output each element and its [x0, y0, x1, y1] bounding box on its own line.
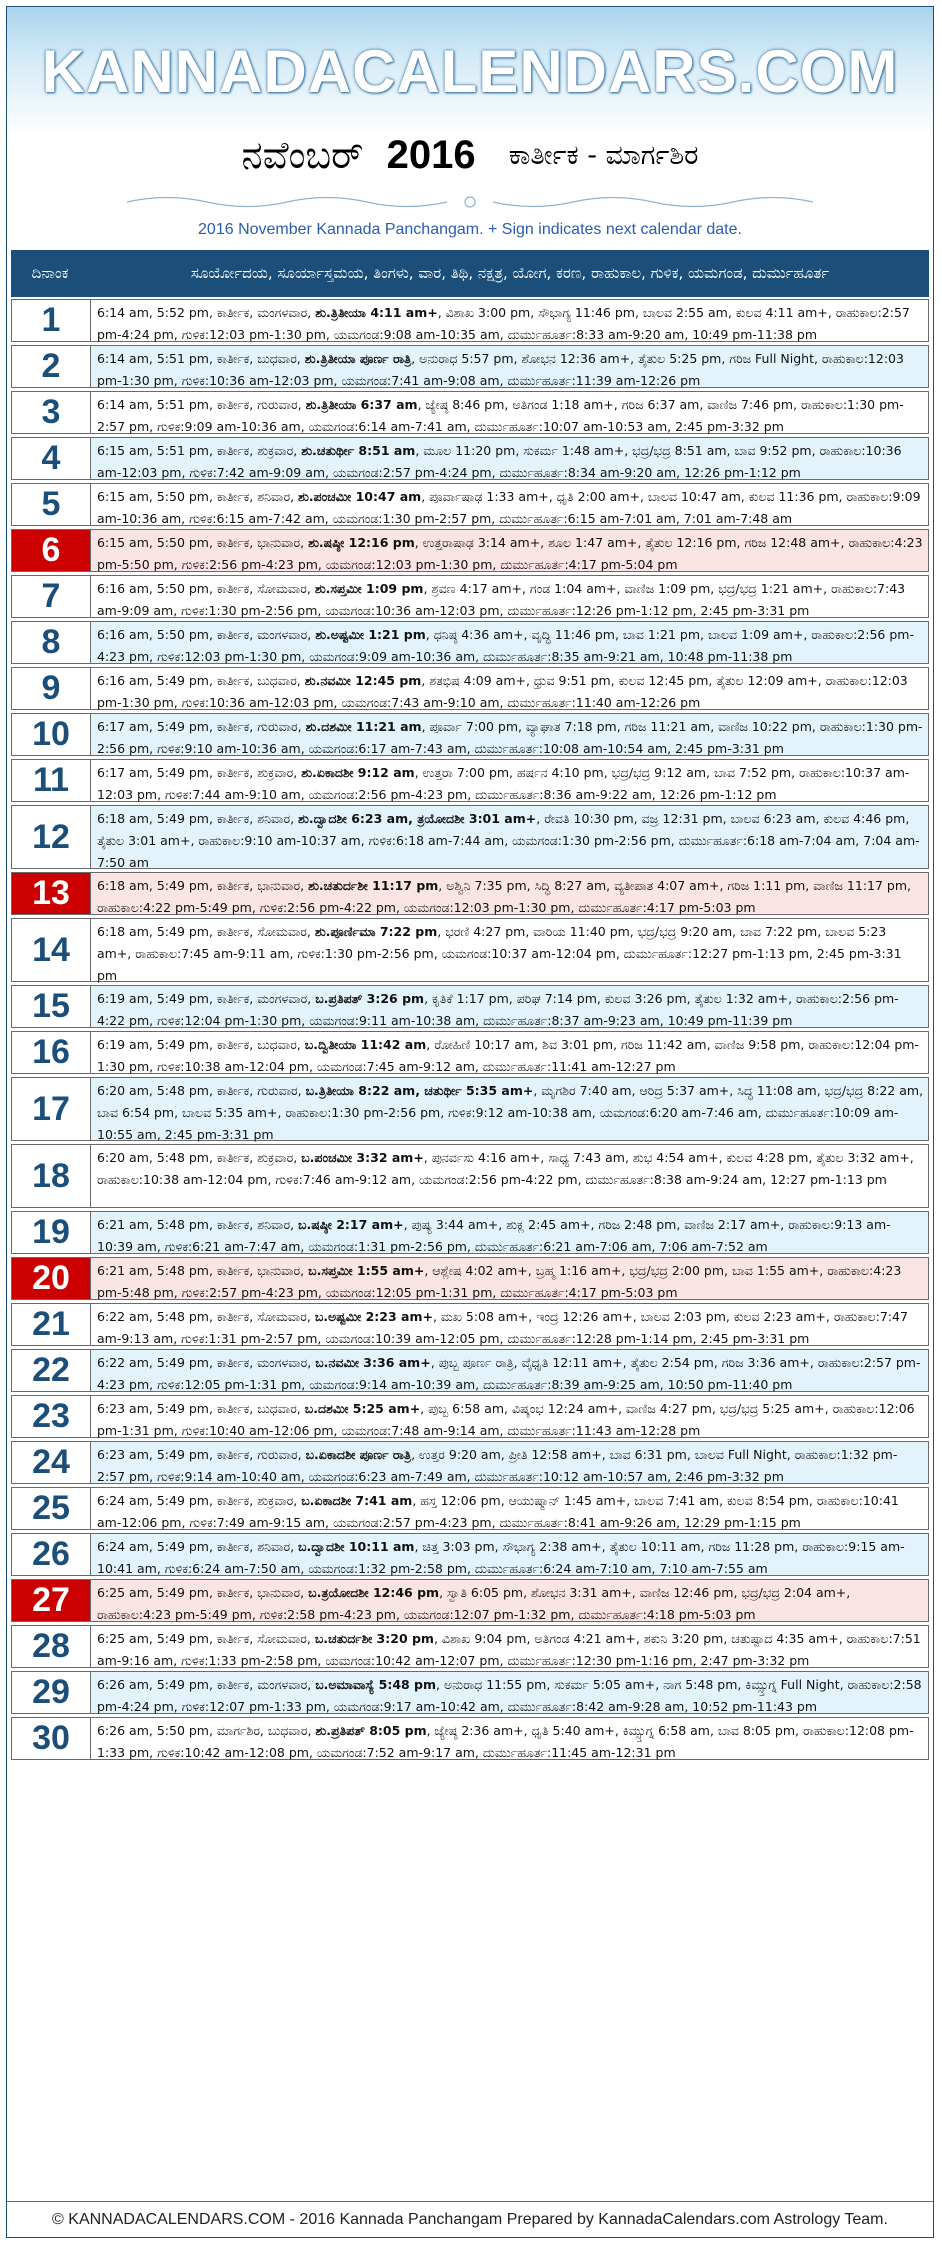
sun-times-and-weekday: 6:14 am, 5:52 pm, ಕಾರ್ತೀಕ, ಮಂಗಳವಾರ, [97, 305, 316, 320]
masa-name: ಕಾರ್ತೀಕ - ಮಾರ್ಗಶಿರ [508, 139, 699, 171]
tithi: ಶು.ಏಕಾದಶೀ 9:12 am [301, 765, 415, 780]
tithi: ಶು.ಸಪ್ತಮೀ 1:09 pm [314, 581, 424, 596]
day-details [91, 576, 928, 617]
subtitle: 2016 November Kannada Panchangam. + Sign indicates next calendar date. [198, 221, 742, 238]
day-details [91, 1534, 928, 1575]
panchanga-details: , ಮೃಗಶಿರ 7:40 am, ಆರಿದ್ರ 5:37 am+, ಸಿದ್ಧ 11:08 am, ಭದ್ರ/ಭದ್ರ 8:22 am, ಬಾವ 6:54 pm, ಬಾಲವ 5:35 am+, ರಾಹುಕಾಲ:1:30 pm-2:56 pm, ಗುಳಿಕ:9:12 am-10:38 am, ಯಮಗಂಡ:6:20 am-7:46 am, ದುರ್ಮುಹೂರ್ತ:10:09 am-10:55 am, 2:45 pm-3:31 pm [97, 1083, 924, 1142]
day-details [91, 806, 928, 868]
tithi: ಬ.ದ್ವಿತೀಯಾ 11:42 am [304, 1037, 427, 1052]
day-details [91, 484, 928, 525]
site-title: KANNADACALENDARS.COM [41, 38, 899, 105]
day-number: 12 [12, 806, 91, 868]
day-number: 5 [12, 484, 91, 525]
panchanga-details: , ಶ್ರವಣ 4:17 am+, ಗಂಡ 1:04 am+, ವಾಣಿಜ 1:09 pm, ಭದ್ರ/ಭದ್ರ 1:21 am+, ರಾಹುಕಾಲ:7:43 am-9:09 am, ಗುಳಿಕ:1:30 pm-2:56 pm, ಯಮಗಂಡ:10:36 am-12:03 pm, ದುರ್ಮುಹೂರ್ತ:12:26 pm-1:12 pm, 2:45 pm-3:31 pm [97, 581, 906, 618]
panchanga-details: , ಉತ್ತರಾಷಾಢ 3:14 am+, ಶೂಲ 1:47 am+, ತೈತುಲ 12:16 pm, ಗರಿಜ 12:48 am+, ರಾಹುಕಾಲ:4:23 pm-5:50 pm, ಗುಳಿಕ:2:56 pm-4:23 pm, ಯಮಗಂಡ:12:03 pm-1:30 pm, ದುರ್ಮುಹೂರ್ತ:4:17 pm-5:04 pm [97, 535, 923, 572]
day-row [11, 1625, 929, 1668]
day-details [91, 622, 928, 663]
day-row [11, 1144, 929, 1208]
day-details [91, 1672, 928, 1713]
panchanga-details: , ಅನುರಾಧ 11:55 pm, ಸುಕರ್ಮ 5:05 am+, ನಾಗ 5:48 pm, ಕಿಮ್ಸ್ತುಗ್ನ Full Night, ರಾಹುಕಾಲ:2:58 pm-4:24 pm, ಗುಳಿಕ:12:07 pm-1:33 pm, ಯಮಗಂಡ:9:17 am-10:42 am, ದುರ್ಮುಹೂರ್ತ:8:42 am-9:28 am, 10:52 pm-11:43 pm [97, 1677, 922, 1714]
day-row [11, 299, 929, 342]
day-row [11, 1077, 929, 1141]
tithi: ಶು.ತ್ರಿತೀಯಾ 4:11 am+ [315, 305, 438, 320]
sun-times-and-weekday: 6:18 am, 5:49 pm, ಕಾರ್ತೀಕ, ಶನಿವಾರ, [97, 811, 299, 826]
day-row [11, 1441, 929, 1484]
day-row [11, 1349, 929, 1392]
day-row [11, 1533, 929, 1576]
panchanga-details: , ಅಶ್ವಿನಿ 7:35 pm, ಸಿದ್ಧಿ 8:27 am, ವ್ಯತೀಪಾತ 4:07 am+, ಗರಿಜ 1:11 pm, ವಾಣಿಜ 11:17 pm, ರಾಹುಕಾಲ:4:22 pm-5:49 pm, ಗುಳಿಕ:2:56 pm-4:22 pm, ಯಮಗಂಡ:12:03 pm-1:30 pm, ದುರ್ಮುಹೂರ್ತ:4:17 pm-5:03 pm [97, 878, 911, 915]
day-details [91, 986, 928, 1027]
day-details [91, 919, 928, 981]
day-details [91, 1718, 928, 1759]
panchanga-details: , ಪೂರ್ವಾಷಾಢ 1:33 am+, ಧೃತಿ 2:00 am+, ಬಾಲವ 10:47 am, ಕುಲವ 11:36 pm, ರಾಹುಕಾಲ:9:09 am-10:36 am, ಗುಳಿಕ:6:15 am-7:42 am, ಯಮಗಂಡ:1:30 pm-2:57 pm, ದುರ್ಮುಹೂರ್ತ:6:15 am-7:01 am, 7:01 am-7:48 am [97, 489, 921, 526]
day-row [11, 1395, 929, 1438]
sun-times-and-weekday: 6:15 am, 5:50 pm, ಕಾರ್ತೀಕ, ಶನಿವಾರ, [97, 489, 299, 504]
tithi: ಬ.ಷಷ್ಠೀ 2:17 am+ [298, 1217, 404, 1232]
panchanga-details: , ಹಸ್ತ 12:06 pm, ಆಯುಷ್ಮಾನ್ 1:45 am+, ಬಾಲವ 7:41 am, ಕುಲವ 8:54 pm, ರಾಹುಕಾಲ:10:41 am-12:06 pm, ಗುಳಿಕ:7:49 am-9:15 am, ಯಮಗಂಡ:2:57 pm-4:23 pm, ದುರ್ಮುಹೂರ್ತ:8:41 am-9:26 am, 12:29 pm-1:15 pm [97, 1493, 899, 1530]
day-number: 23 [12, 1396, 91, 1437]
tithi: ಬ.ದಶಮೀ 5:25 am+ [304, 1401, 421, 1416]
day-details [91, 1350, 928, 1391]
day-row [11, 1031, 929, 1074]
day-number: 1 [12, 300, 91, 341]
tithi: ಶು.ಪಂಚಮೀ 10:47 am [298, 489, 422, 504]
tithi: ಬ.ಅಷ್ಟಮೀ 2:23 am+ [314, 1309, 433, 1324]
month-name: ನವೆಂಬರ್ [241, 133, 364, 177]
day-number: 13 [12, 873, 91, 914]
panchanga-details: , ಧನಿಷ್ಠ 4:36 am+, ವೃದ್ಧಿ 11:46 pm, ಬಾವ 1:21 pm, ಬಾಲವ 1:09 am+, ರಾಹುಕಾಲ:2:56 pm-4:23 pm, ಗುಳಿಕ:12:03 pm-1:30 pm, ಯಮಗಂಡ:9:09 am-10:36 am, ದುರ್ಮುಹೂರ್ತ:8:35 am-9:21 am, 10:48 pm-11:38 pm [97, 627, 914, 664]
day-number: 17 [12, 1078, 91, 1140]
day-details [91, 346, 928, 387]
sun-times-and-weekday: 6:15 am, 5:51 pm, ಕಾರ್ತೀಕ, ಶುಕ್ರವಾರ, [97, 443, 302, 458]
panchanga-details: , ಸ್ವಾತಿ 6:05 pm, ಶೋಭನ 3:31 am+, ವಾಣಿಜ 12:46 pm, ಭದ್ರ/ಭದ್ರ 2:04 am+, ರಾಹುಕಾಲ:4:23 pm-5:49 pm, ಗುಳಿಕ:2:58 pm-4:23 pm, ಯಮಗಂಡ:12:07 pm-1:32 pm, ದುರ್ಮುಹೂರ್ತ:4:18 pm-5:03 pm [97, 1585, 851, 1622]
panchanga-details: , ಪುಷ್ಯ 3:44 am+, ಶುಕ್ಲ 2:45 am+, ಗರಿಜ 2:48 pm, ವಾಣಿಜ 2:17 am+, ರಾಹುಕಾಲ:9:13 am-10:39 am, ಗುಳಿಕ:6:21 am-7:47 am, ಯಮಗಂಡ:1:31 pm-2:56 pm, ದುರ್ಮುಹೂರ್ತ:6:21 am-7:06 am, 7:06 am-7:52 am [97, 1217, 891, 1254]
day-details [91, 1488, 928, 1529]
panchanga-details: , ಜ್ಯೇಷ್ಠ 8:46 pm, ಅತಿಗಂಡ 1:18 am+, ಗರಿಜ 6:37 am, ವಾಣಿಜ 7:46 pm, ರಾಹುಕಾಲ:1:30 pm-2:57 pm, ಗುಳಿಕ:9:09 am-10:36 am, ಯಮಗಂಡ:6:14 am-7:41 am, ದುರ್ಮುಹೂರ್ತ:10:07 am-10:53 am, 2:45 pm-3:32 pm [97, 397, 904, 434]
day-row [11, 667, 929, 710]
day-row [11, 985, 929, 1028]
tithi: ಬ.ತ್ರಿತೀಯಾ 8:22 am, ಚತುರ್ಥೀ 5:35 am+ [305, 1083, 534, 1098]
day-number: 22 [12, 1350, 91, 1391]
day-number: 2 [12, 346, 91, 387]
day-row [11, 872, 929, 915]
day-row [11, 483, 929, 526]
sun-times-and-weekday: 6:21 am, 5:48 pm, ಕಾರ್ತೀಕ, ಶನಿವಾರ, [97, 1217, 299, 1232]
day-row [11, 437, 929, 480]
panchanga-details: , ಪುಬ್ಬ ಪೂರ್ಣ ರಾತ್ರಿ, ವೈಧೃತಿ 12:11 am+, ತೈತುಲ 2:54 pm, ಗರಿಜ 3:36 am+, ರಾಹುಕಾಲ:2:57 pm-4:23 pm, ಗುಳಿಕ:12:05 pm-1:31 pm, ಯಮಗಂಡ:9:14 am-10:39 am, ದುರ್ಮುಹೂರ್ತ:8:39 am-9:25 am, 10:50 pm-11:40 pm [97, 1355, 921, 1392]
day-row [11, 1487, 929, 1530]
calendar-page [6, 6, 934, 2238]
sun-times-and-weekday: 6:22 am, 5:48 pm, ಕಾರ್ತೀಕ, ಸೋಮವಾರ, [97, 1309, 315, 1324]
tithi: ಬ.ತ್ರಯೋದಶೀ 12:46 pm [308, 1585, 440, 1600]
day-details [91, 530, 928, 571]
day-number: 25 [12, 1488, 91, 1529]
day-number: 16 [12, 1032, 91, 1073]
day-number: 10 [12, 714, 91, 755]
day-row [11, 345, 929, 388]
day-number: 4 [12, 438, 91, 479]
tithi: ಶು.ದ್ವಾದಶೀ 6:23 am, ತ್ರಯೋದಶೀ 3:01 am+ [298, 811, 537, 826]
day-number: 15 [12, 986, 91, 1027]
panchanga-details: , ಚಿತ್ತ 3:03 pm, ಸೌಭಾಗ್ಯ 2:38 am+, ತೈತುಲ 10:11 am, ಗರಿಜ 11:28 pm, ರಾಹುಕಾಲ:9:15 am-10:41 am, ಗುಳಿಕ:6:24 am-7:50 am, ಯಮಗಂಡ:1:32 pm-2:58 pm, ದುರ್ಮುಹೂರ್ತ:6:24 am-7:10 am, 7:10 am-7:55 am [97, 1539, 905, 1576]
sun-times-and-weekday: 6:26 am, 5:50 pm, ಮಾರ್ಗಶಿರ, ಬುಧವಾರ, [97, 1723, 316, 1738]
sun-times-and-weekday: 6:15 am, 5:50 pm, ಕಾರ್ತೀಕ, ಭಾನುವಾರ, [97, 535, 309, 550]
year: 2016 [386, 133, 476, 177]
day-details [91, 438, 928, 479]
tithi: ಶು.ಷಷ್ಠೀ 12:16 pm [308, 535, 415, 550]
day-details [91, 1258, 928, 1299]
sun-times-and-weekday: 6:16 am, 5:49 pm, ಕಾರ್ತೀಕ, ಬುಧವಾರ, [97, 673, 305, 688]
day-number: 8 [12, 622, 91, 663]
tithi: ಶು.ತ್ರಿತೀಯಾ 6:37 am [305, 397, 418, 412]
day-details [91, 1580, 928, 1621]
decorative-swirl-divider [127, 193, 813, 211]
header-details: ಸೂರ್ಯೋದಯ, ಸೂರ್ಯಾಸ್ತಮಯ, ತಿಂಗಳು, ವಾರ, ತಿಥಿ, ನಕ್ಷತ್ರ, ಯೋಗ, ಕರಣ, ರಾಹುಕಾಲ, ಗುಳಿಕ, ಯಮಗಂಡ, ದುರ್ಮುಹೂರ್ತ [190, 264, 830, 282]
tithi: ಬ.ಪ್ರತಿಪತ್ 3:26 pm [315, 991, 425, 1006]
panchanga-details: , ಅನುರಾಧ 5:57 pm, ಶೋಭನ 12:36 am+, ತೈತುಲ 5:25 pm, ಗರಿಜ Full Night, ರಾಹುಕಾಲ:12:03 pm-1:30 pm, ಗುಳಿಕ:10:36 am-12:03 pm, ಯಮಗಂಡ:7:41 am-9:08 am, ದುರ್ಮುಹೂರ್ತ:11:39 am-12:26 pm [97, 351, 904, 388]
tithi: ಬ.ಏಕಾದಶೀ ಪೂರ್ಣ ರಾತ್ರಿ [305, 1447, 412, 1462]
sun-times-and-weekday: 6:21 am, 5:48 pm, ಕಾರ್ತೀಕ, ಭಾನುವಾರ, [97, 1263, 309, 1278]
day-details [91, 1626, 928, 1667]
sun-times-and-weekday: 6:24 am, 5:49 pm, ಕಾರ್ತೀಕ, ಶುಕ್ರವಾರ, [97, 1493, 302, 1508]
table-header [11, 250, 929, 297]
day-number: 6 [12, 530, 91, 571]
day-row [11, 1579, 929, 1622]
day-rows [11, 299, 929, 1763]
day-details [91, 1304, 928, 1345]
tithi: ಬ.ಸಪ್ತಮೀ 1:55 am+ [308, 1263, 425, 1278]
sun-times-and-weekday: 6:16 am, 5:50 pm, ಕಾರ್ತೀಕ, ಸೋಮವಾರ, [97, 581, 315, 596]
header-banner [7, 7, 933, 245]
panchanga-details: , ಮೂಲ 11:20 pm, ಸುಕರ್ಮ 1:48 am+, ಭದ್ರ/ಭದ್ರ 8:51 am, ಬಾವ 9:52 pm, ರಾಹುಕಾಲ:10:36 am-12:03 pm, ಗುಳಿಕ:7:42 am-9:09 am, ಯಮಗಂಡ:2:57 pm-4:24 pm, ದುರ್ಮುಹೂರ್ತ:8:34 am-9:20 am, 12:26 pm-1:12 pm [97, 443, 902, 480]
panchanga-details: , ಆಶ್ಲೇಷ 4:02 am+, ಬ್ರಹ್ಮ 1:16 am+, ಭದ್ರ/ಭದ್ರ 2:00 pm, ಬಾವ 1:55 am+, ರಾಹುಕಾಲ:4:23 pm-5:48 pm, ಗುಳಿಕ:2:57 pm-4:23 pm, ಯಮಗಂಡ:12:05 pm-1:31 pm, ದುರ್ಮುಹೂರ್ತ:4:17 pm-5:03 pm [97, 1263, 902, 1300]
tithi: ಬ.ಅಮಾವಾಸ್ಯೆ 5:48 pm [315, 1677, 437, 1692]
day-number: 7 [12, 576, 91, 617]
day-number: 26 [12, 1534, 91, 1575]
sun-times-and-weekday: 6:18 am, 5:49 pm, ಕಾರ್ತೀಕ, ಭಾನುವಾರ, [97, 878, 309, 893]
day-details [91, 1212, 928, 1253]
day-details [91, 300, 928, 341]
day-details [91, 1442, 928, 1483]
day-row [11, 1211, 929, 1254]
panchanga-details: , ರೋಹಿಣಿ 10:17 am, ಶಿವ 3:01 pm, ಗರಿಜ 11:42 am, ವಾಣಿಜ 9:58 pm, ರಾಹುಕಾಲ:12:04 pm-1:30 pm, ಗುಳಿಕ:10:38 am-12:04 pm, ಯಮಗಂಡ:7:45 am-9:12 am, ದುರ್ಮುಹೂರ್ತ:11:41 am-12:27 pm [97, 1037, 919, 1074]
day-row [11, 621, 929, 664]
month-heading [7, 133, 933, 183]
panchanga-details: , ಶತಭಿಷ 4:09 am+, ಧ್ರುವ 9:51 pm, ಕುಲವ 12:45 pm, ತೈತುಲ 12:09 am+, ರಾಹುಕಾಲ:12:03 pm-1:30 pm, ಗುಳಿಕ:10:36 am-12:03 pm, ಯಮಗಂಡ:7:43 am-9:10 am, ದುರ್ಮುಹೂರ್ತ:11:40 am-12:26 pm [97, 673, 908, 710]
panchanga-details: , ಮಖ 5:08 am+, ಇಂದ್ರ 12:26 am+, ಬಾಲವ 2:03 pm, ಕುಲವ 2:23 am+, ರಾಹುಕಾಲ:7:47 am-9:13 am, ಗುಳಿಕ:1:31 pm-2:57 pm, ಯಮಗಂಡ:10:39 am-12:05 pm, ದುರ್ಮುಹೂರ್ತ:12:28 pm-1:14 pm, 2:45 pm-3:31 pm [97, 1309, 908, 1346]
day-row [11, 1671, 929, 1714]
panchanga-details: , ಪೂರ್ವಾ 7:00 pm, ವ್ಯಾಘಾತ 7:18 pm, ಗರಿಜ 11:21 am, ವಾಣಿಜ 10:22 pm, ರಾಹುಕಾಲ:1:30 pm-2:56 pm, ಗುಳಿಕ:9:10 am-10:36 am, ಯಮಗಂಡ:6:17 am-7:43 am, ದುರ್ಮುಹೂರ್ತ:10:08 am-10:54 am, 2:45 pm-3:31 pm [97, 719, 923, 756]
day-number: 9 [12, 668, 91, 709]
day-row [11, 805, 929, 869]
day-row [11, 391, 929, 434]
sun-times-and-weekday: 6:20 am, 5:48 pm, ಕಾರ್ತೀಕ, ಗುರುವಾರ, [97, 1083, 306, 1098]
sun-times-and-weekday: 6:17 am, 5:49 pm, ಕಾರ್ತೀಕ, ಗುರುವಾರ, [97, 719, 306, 734]
day-row [11, 1717, 929, 1760]
tithi: ಶು.ಪ್ರತಿಪತ್ 8:05 pm [315, 1723, 427, 1738]
tithi: ಶು.ದಶಮೀ 11:21 am [305, 719, 422, 734]
panchanga-details: , ಭರಣಿ 4:27 pm, ವಾರಿಯ 11:40 pm, ಭದ್ರ/ಭದ್ರ 9:20 am, ಬಾವ 7:22 pm, ಬಾಲವ 5:23 am+, ರಾಹುಕಾಲ:7:45 am-9:11 am, ಗುಳಿಕ:1:30 pm-2:56 pm, ಯಮಗಂಡ:10:37 am-12:04 pm, ದುರ್ಮುಹೂರ್ತ:12:27 pm-1:13 pm, 2:45 pm-3:31 pm [97, 924, 902, 983]
day-number: 24 [12, 1442, 91, 1483]
tithi: ಶು.ಚತುರ್ಥೀ 8:51 am [301, 443, 416, 458]
panchanga-details: , ಪುಬ್ಬ 6:58 am, ವಿಷ್ಕಂಭ 12:24 am+, ವಾಣಿಜ 4:27 pm, ಭದ್ರ/ಭದ್ರ 5:25 am+, ರಾಹುಕಾಲ:12:06 pm-1:31 pm, ಗುಳಿಕ:10:40 am-12:06 pm, ಯಮಗಂಡ:7:48 am-9:14 am, ದುರ್ಮುಹೂರ್ತ:11:43 am-12:28 pm [97, 1401, 915, 1438]
panchanga-details: , ಜ್ಯೇಷ್ಠ 2:36 am+, ಧೃತಿ 5:40 am+, ಕಿಮ್ಸ್ತುಗ್ನ 6:58 am, ಬಾವ 8:05 pm, ರಾಹುಕಾಲ:12:08 pm-1:33 pm, ಗುಳಿಕ:10:42 am-12:08 pm, ಯಮಗಂಡ:7:52 am-9:17 am, ದುರ್ಮುಹೂರ್ತ:11:45 am-12:31 pm [97, 1723, 914, 1760]
sun-times-and-weekday: 6:17 am, 5:49 pm, ಕಾರ್ತೀಕ, ಶುಕ್ರವಾರ, [97, 765, 302, 780]
sun-times-and-weekday: 6:19 am, 5:49 pm, ಕಾರ್ತೀಕ, ಮಂಗಳವಾರ, [97, 991, 316, 1006]
day-details [91, 760, 928, 801]
tithi: ಬ.ದ್ವಾದಶೀ 10:11 am [298, 1539, 415, 1554]
day-details [91, 392, 928, 433]
day-details [91, 1145, 928, 1207]
tithi: ಶು.ಪೂರ್ಣಿಮಾ 7:22 pm [314, 924, 438, 939]
sun-times-and-weekday: 6:20 am, 5:48 pm, ಕಾರ್ತೀಕ, ಶುಕ್ರವಾರ, [97, 1150, 302, 1165]
day-row [11, 575, 929, 618]
day-number: 21 [12, 1304, 91, 1345]
day-row [11, 759, 929, 802]
day-number: 14 [12, 919, 91, 981]
day-details [91, 668, 928, 709]
panchanga-details: , ವಿಶಾಖ 3:00 pm, ಸೌಭಾಗ್ಯ 11:46 pm, ಬಾಲವ 2:55 am, ಕುಲವ 4:11 am+, ರಾಹುಕಾಲ:2:57 pm-4:24 pm, ಗುಳಿಕ:12:03 pm-1:30 pm, ಯಮಗಂಡ:9:08 am-10:35 am, ದುರ್ಮುಹೂರ್ತ:8:33 am-9:20 am, 10:49 pm-11:38 pm [97, 305, 910, 342]
sun-times-and-weekday: 6:14 am, 5:51 pm, ಕಾರ್ತೀಕ, ಬುಧವಾರ, [97, 351, 305, 366]
day-details [91, 873, 928, 914]
header-date: ದಿನಾಂಕ [31, 264, 69, 282]
sun-times-and-weekday: 6:23 am, 5:49 pm, ಕಾರ್ತೀಕ, ಗುರುವಾರ, [97, 1447, 306, 1462]
tithi: ಬ.ಪಂಚಮೀ 3:32 am+ [301, 1150, 424, 1165]
day-details [91, 1032, 928, 1073]
tithi: ಶು.ಅಷ್ಟಮೀ 1:21 pm [315, 627, 426, 642]
sun-times-and-weekday: 6:14 am, 5:51 pm, ಕಾರ್ತೀಕ, ಗುರುವಾರ, [97, 397, 306, 412]
day-number: 18 [12, 1145, 91, 1207]
footer: © KANNADACALENDARS.COM - 2016 Kannada Panchangam Prepared by KannadaCalendars.com Astrology Team. [7, 2201, 933, 2238]
day-number: 30 [12, 1718, 91, 1759]
tithi: ಬ.ಚತುರ್ದಶೀ 3:20 pm [314, 1631, 434, 1646]
day-number: 19 [12, 1212, 91, 1253]
day-details [91, 1396, 928, 1437]
sun-times-and-weekday: 6:22 am, 5:49 pm, ಕಾರ್ತೀಕ, ಮಂಗಳವಾರ, [97, 1355, 316, 1370]
sun-times-and-weekday: 6:23 am, 5:49 pm, ಕಾರ್ತೀಕ, ಬುಧವಾರ, [97, 1401, 305, 1416]
tithi: ಶು.ತ್ರಿತೀಯಾ ಪೂರ್ಣ ರಾತ್ರಿ [304, 351, 412, 366]
panchanga-details: , ಉತ್ತರಾ 7:00 pm, ಹರ್ಷನ 4:10 pm, ಭದ್ರ/ಭದ್ರ 9:12 am, ಬಾವ 7:52 pm, ರಾಹುಕಾಲ:10:37 am-12:03 pm, ಗುಳಿಕ:7:44 am-9:10 am, ಯಮಗಂಡ:2:56 pm-4:23 pm, ದುರ್ಮುಹೂರ್ತ:8:36 am-9:22 am, 12:26 pm-1:12 pm [97, 765, 910, 802]
sun-times-and-weekday: 6:25 am, 5:49 pm, ಕಾರ್ತೀಕ, ಭಾನುವಾರ, [97, 1585, 309, 1600]
panchanga-details: , ವಿಶಾಖ 9:04 pm, ಅತಿಗಂಡ 4:21 am+, ಶಕುನಿ 3:20 pm, ಚತುಷ್ಪಾದ 4:35 am+, ರಾಹುಕಾಲ:7:51 am-9:16 am, ಗುಳಿಕ:1:33 pm-2:58 pm, ಯಮಗಂಡ:10:42 am-12:07 pm, ದುರ್ಮುಹೂರ್ತ:12:30 pm-1:16 pm, 2:47 pm-3:32 pm [97, 1631, 921, 1668]
panchanga-details: , ರೇವತಿ 10:30 pm, ವಜ್ರ 12:31 pm, ಬಾಲವ 6:23 am, ಕುಲವ 4:46 pm, ತೈತುಲ 3:01 am+, ರಾಹುಕಾಲ:9:10 am-10:37 am, ಗುಳಿಕ:6:18 am-7:44 am, ಯಮಗಂಡ:1:30 pm-2:56 pm, ದುರ್ಮುಹೂರ್ತ:6:18 am-7:04 am, 7:04 am-7:50 am [97, 811, 920, 870]
day-row [11, 1303, 929, 1346]
tithi: ಬ.ಏಕಾದಶೀ 7:41 am [301, 1493, 413, 1508]
day-number: 11 [12, 760, 91, 801]
day-row [11, 1257, 929, 1300]
sun-times-and-weekday: 6:25 am, 5:49 pm, ಕಾರ್ತೀಕ, ಸೋಮವಾರ, [97, 1631, 315, 1646]
day-row [11, 529, 929, 572]
day-details [91, 1078, 928, 1140]
sun-times-and-weekday: 6:26 am, 5:49 pm, ಕಾರ್ತೀಕ, ಮಂಗಳವಾರ, [97, 1677, 316, 1692]
day-number: 27 [12, 1580, 91, 1621]
tithi: ಶು.ಚತುರ್ದಶೀ 11:17 pm [308, 878, 439, 893]
panchanga-details: , ಉತ್ತರ 9:20 am, ಪ್ರೀತಿ 12:58 am+, ಬಾವ 6:31 pm, ಬಾಲವ Full Night, ರಾಹುಕಾಲ:1:32 pm-2:57 pm, ಗುಳಿಕ:9:14 am-10:40 am, ಯಮಗಂಡ:6:23 am-7:49 am, ದುರ್ಮುಹೂರ್ತ:10:12 am-10:57 am, 2:46 pm-3:32 pm [97, 1447, 898, 1484]
tithi: ಬ.ನವಮೀ 3:36 am+ [315, 1355, 431, 1370]
panchanga-details: , ಪುನರ್ವಸು 4:16 am+, ಸಾಧ್ಯ 7:43 am, ಶುಭ 4:54 am+, ಕುಲವ 4:28 pm, ತೈತುಲ 3:32 am+, ರಾಹುಕಾಲ:10:38 am-12:04 pm, ಗುಳಿಕ:7:46 am-9:12 am, ಯಮಗಂಡ:2:56 pm-4:22 pm, ದುರ್ಮುಹೂರ್ತ:8:38 am-9:24 am, 12:27 pm-1:13 pm [97, 1150, 914, 1187]
panchanga-details: , ಕೃತಿಕೆ 1:17 pm, ಪರಿಘ 7:14 pm, ಕುಲವ 3:26 pm, ತೈತುಲ 1:32 am+, ರಾಹುಕಾಲ:2:56 pm-4:22 pm, ಗುಳಿಕ:12:04 pm-1:30 pm, ಯಮಗಂಡ:9:11 am-10:38 am, ದುರ್ಮುಹೂರ್ತ:8:37 am-9:23 am, 10:49 pm-11:39 pm [97, 991, 899, 1028]
day-row [11, 918, 929, 982]
sun-times-and-weekday: 6:18 am, 5:49 pm, ಕಾರ್ತೀಕ, ಸೋಮವಾರ, [97, 924, 315, 939]
day-number: 3 [12, 392, 91, 433]
day-row [11, 713, 929, 756]
sun-times-and-weekday: 6:19 am, 5:49 pm, ಕಾರ್ತೀಕ, ಬುಧವಾರ, [97, 1037, 305, 1052]
tithi: ಶು.ನವಮೀ 12:45 pm [304, 673, 422, 688]
day-number: 28 [12, 1626, 91, 1667]
sun-times-and-weekday: 6:16 am, 5:50 pm, ಕಾರ್ತೀಕ, ಮಂಗಳವಾರ, [97, 627, 316, 642]
day-number: 20 [12, 1258, 91, 1299]
sun-times-and-weekday: 6:24 am, 5:49 pm, ಕಾರ್ತೀಕ, ಶನಿವಾರ, [97, 1539, 299, 1554]
day-number: 29 [12, 1672, 91, 1713]
day-details [91, 714, 928, 755]
